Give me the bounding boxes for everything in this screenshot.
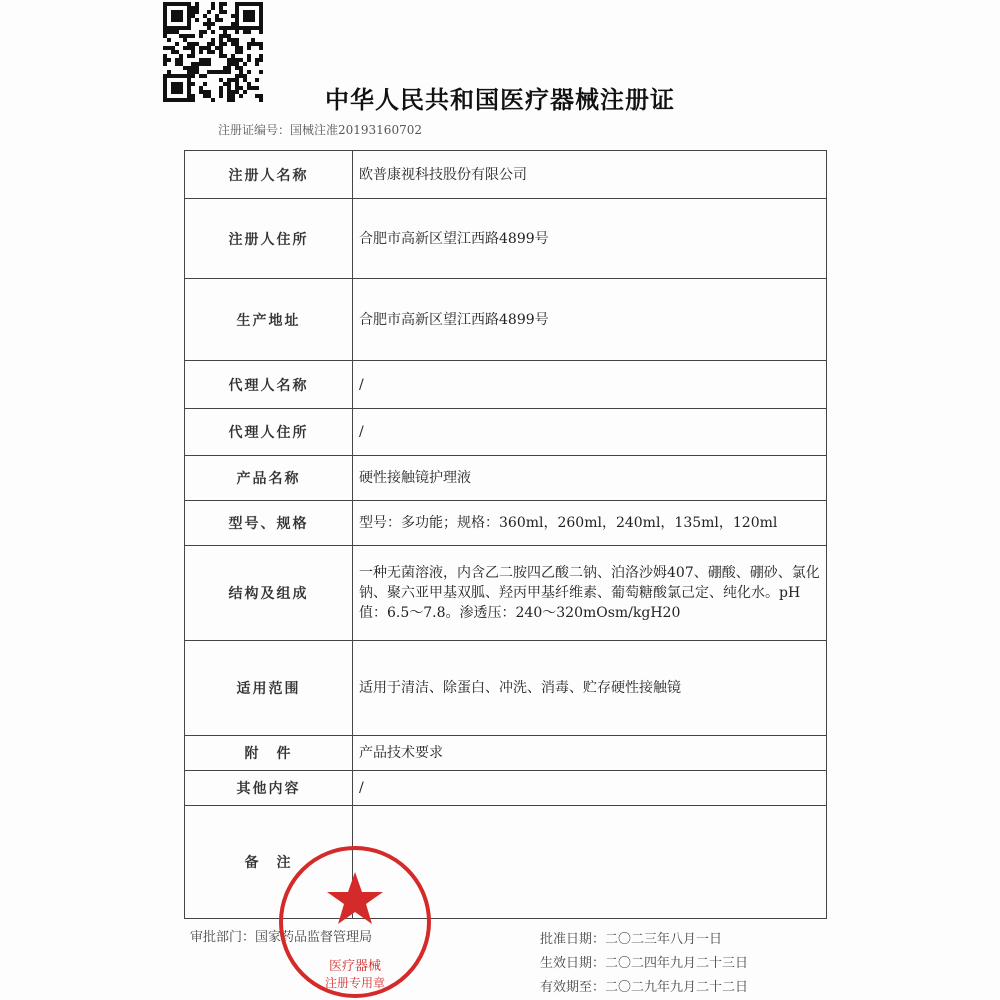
expiry-date: 有效期至：二〇二九年九月二十二日 [540, 980, 749, 995]
table-row [185, 641, 827, 736]
field-label: 代理人住所 [185, 409, 353, 456]
table-row [185, 361, 827, 409]
page-title: 中华人民共和国医疗器械注册证 [325, 86, 675, 114]
field-value: / [353, 361, 827, 409]
table-row [185, 409, 827, 456]
field-label: 附 件 [185, 736, 353, 771]
field-value: / [353, 409, 827, 456]
field-label: 结构及组成 [185, 546, 353, 641]
field-value: 合肥市高新区望江西路4899号 [353, 199, 827, 279]
svg-text:注册专用章: 注册专用章 [324, 976, 386, 990]
table-row [185, 771, 827, 806]
certificate-table [184, 150, 827, 919]
field-value: 合肥市高新区望江西路4899号 [353, 279, 827, 361]
field-value: / [353, 771, 827, 806]
field-value: 硬性接触镜护理液 [353, 456, 827, 501]
field-label: 注册人名称 [185, 151, 353, 199]
field-label: 其他内容 [185, 771, 353, 806]
field-label: 适用范围 [185, 641, 353, 736]
table-row [185, 151, 827, 199]
field-label: 注册人住所 [185, 199, 353, 279]
table-row [185, 546, 827, 641]
approval-department: 审批部门：国家药品监督管理局 [190, 930, 373, 945]
registration-number: 注册证编号：国械注准20193160702 [218, 123, 422, 137]
field-value: 一种无菌溶液，内含乙二胺四乙酸二钠、泊洛沙姆407、硼酸、硼砂、氯化钠、聚六亚甲基双胍、羟丙甲基纤维素、葡萄糖酸氯己定、纯化水。pH值：6.5～7.8。渗透压：240～320mOsm/kgH20 [353, 546, 827, 641]
table-row [185, 456, 827, 501]
field-label: 型号、规格 [185, 501, 353, 546]
field-label: 产品名称 [185, 456, 353, 501]
field-label: 备 注 [185, 806, 353, 919]
field-value: 型号：多功能；规格：360ml，260ml，240ml，135ml，120ml [353, 501, 827, 546]
field-value: 产品技术要求 [353, 736, 827, 771]
field-value: 欧普康视科技股份有限公司 [353, 151, 827, 199]
field-label: 代理人名称 [185, 361, 353, 409]
approval-date: 批准日期：二〇二三年八月一日 [540, 932, 723, 947]
effective-date: 生效日期：二〇二四年九月二十三日 [540, 956, 749, 971]
svg-text:医疗器械: 医疗器械 [328, 959, 382, 974]
table-row [185, 736, 827, 771]
table-row [185, 279, 827, 361]
field-label: 生产地址 [185, 279, 353, 361]
table-row [185, 199, 827, 279]
field-value: 适用于清洁、除蛋白、冲洗、消毒、贮存硬性接触镜 [353, 641, 827, 736]
official-seal-stamp [275, 842, 435, 1000]
table-row [185, 501, 827, 546]
